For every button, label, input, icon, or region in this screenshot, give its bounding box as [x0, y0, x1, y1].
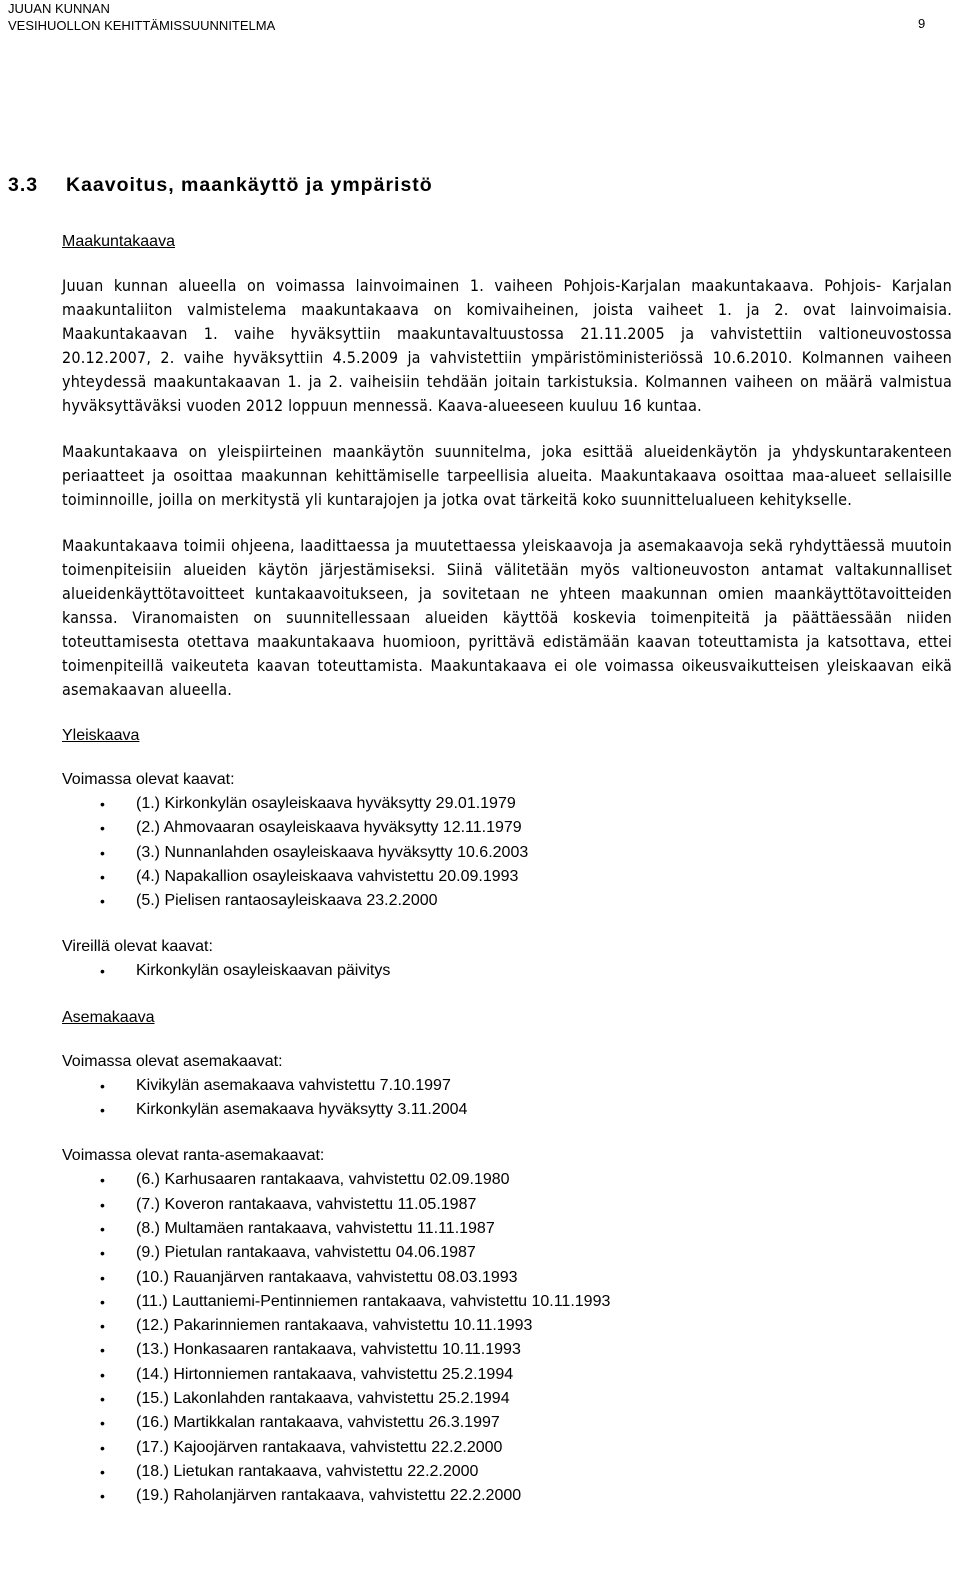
- section-number: 3.3: [8, 174, 39, 196]
- in-force-plans-label: Voimassa olevat kaavat:: [62, 771, 235, 788]
- bullet-icon: •: [100, 1220, 105, 1237]
- list-item-text: Kirkonkylän asemakaava hyväksytty 3.11.2004: [136, 1101, 468, 1119]
- bullet-icon: •: [100, 1318, 105, 1335]
- maakuntakaava-heading: Maakuntakaava: [62, 233, 175, 250]
- asemakaava-heading: Asemakaava: [62, 1008, 155, 1026]
- document-header: [8, 0, 275, 34]
- bullet-icon: •: [100, 1415, 105, 1432]
- list-item: [62, 1193, 952, 1217]
- list-item-text: (6.) Karhusaaren rantakaava, vahvistettu 02.09.1980: [136, 1171, 510, 1189]
- bullet-icon: •: [100, 1488, 105, 1505]
- header-municipality: JUUAN KUNNAN: [8, 1, 110, 16]
- list-item-text: (16.) Martikkalan rantakaava, vahvistettu 26.3.1997: [136, 1414, 500, 1432]
- bullet-icon: •: [100, 1172, 105, 1189]
- list-item-text: (10.) Rauanjärven rantakaava, vahvistettu 08.03.1993: [136, 1268, 518, 1286]
- list-item-text: (5.) Pielisen rantaosayleiskaava 23.2.2000: [136, 892, 438, 910]
- pending-plans-list: [62, 959, 952, 983]
- bullet-icon: •: [100, 868, 105, 885]
- list-item: [62, 1363, 952, 1387]
- list-item: [62, 1436, 952, 1460]
- list-item: [62, 865, 952, 889]
- bullet-icon: •: [100, 1269, 105, 1286]
- bullet-icon: •: [100, 1366, 105, 1383]
- shore-plans-label: Voimassa olevat ranta-asemakaavat:: [62, 1147, 325, 1165]
- list-item: [62, 1217, 952, 1241]
- list-item: [62, 959, 952, 983]
- list-item: [62, 1290, 952, 1314]
- list-item-text: (9.) Pietulan rantakaava, vahvistettu 04.06.1987: [136, 1244, 476, 1262]
- body-paragraph: Juuan kunnan alueella on voimassa lainvoimainen 1. vaiheen Pohjois-Karjalan maakuntakaava. Pohjois- Karjalan maakuntaliiton valmistelema maakuntakaava on komivaiheinen, joista vaiheet 1. ja 2. ovat lainvoimaisia. Maakuntakaavan 1. vaihe hyväksyttiin maakuntavaltuustossa 21.11.2005 ja vahvistettiin valtioneuvostossa 20.12.2007, 2. vaihe hyväksyttiin 4.5.2009 ja vahvistettiin ympäristöministeriössä 10.6.2010. Kolmannen vaiheen yhteydessä maakuntakaavan 1. ja 2. vaiheisiin tehdään joitain tarkistuksia. Kolmannen vaiheen on määrä valmistua hyväksyttäväksi vuoden 2012 loppuun mennessä. Kaava-alueeseen kuuluu 16 kuntaa.: [62, 276, 952, 415]
- bullet-icon: •: [100, 1293, 105, 1310]
- list-item: [62, 792, 952, 816]
- list-item-text: (19.) Raholanjärven rantakaava, vahvistettu 22.2.2000: [136, 1487, 522, 1505]
- list-item-text: (11.) Lauttaniemi-Pentinniemen rantakaava, vahvistettu 10.11.1993: [136, 1292, 611, 1310]
- pending-plans-label: Vireillä olevat kaavat:: [62, 938, 213, 956]
- body-paragraph: Maakuntakaava toimii ohjeena, laadittaessa ja muutettaessa yleiskaavoja ja asemakaavoja sekä ryhdyttäessä muutoin toimenpiteisiin alueiden käytön järjestämiseksi. Siinä välitetään myös valtioneuvoston antamat valtakunnalliset alueidenkäyttötavoitteet kuntakaavoitukseen, ja sovitetaan ne yhteen maakunnan omien maankäyttötavoitteiden kanssa. Viranomaisten on suunnitellessaan alueiden käyttöä koskevia toimenpiteitä ja päättäessään niiden toteuttamisesta otettava maakuntakaava huomioon, pyrittävä edistämään kaavan toteuttamista ja katsottava, ettei toimenpiteillä vaikeuteta kaavan toteuttamista. Maakuntakaava ei ole voimassa oikeusvaikutteisen yleiskaavan eikä asemakaavan alueella.: [62, 536, 952, 699]
- list-item: [62, 1098, 952, 1122]
- list-item: [62, 889, 952, 913]
- list-item-text: (2.) Ahmovaaran osayleiskaava hyväksytty 12.11.1979: [136, 819, 522, 837]
- detailed-plans-list: [62, 1074, 952, 1123]
- bullet-icon: •: [100, 1391, 105, 1408]
- list-item-text: (15.) Lakonlahden rantakaava, vahvistettu 25.2.1994: [136, 1390, 510, 1408]
- list-item-text: (13.) Honkasaaren rantakaava, vahvistettu 10.11.1993: [136, 1341, 521, 1359]
- header-document-title: VESIHUOLLON KEHITTÄMISSUUNNITELMA: [8, 18, 276, 33]
- bullet-icon: •: [100, 1196, 105, 1213]
- body-paragraph: Maakuntakaava on yleispiirteinen maankäytön suunnitelma, joka esittää alueidenkäytön ja yhdyskuntarakenteen periaatteet ja osoittaa maakunnan kehittämiselle tarpeellisia alueita. Maakuntakaava osoittaa maa-alueet sellaisille toiminnoille, joilla on merkitystä yli kuntarajojen ja jotka ovat tärkeitä koko suunnittelualueen kehitykselle.: [62, 442, 952, 509]
- bullet-icon: •: [100, 963, 105, 980]
- detailed-plans-label: Voimassa olevat asemakaavat:: [62, 1052, 283, 1070]
- list-item: [62, 1314, 952, 1338]
- list-item-text: (3.) Nunnanlahden osayleiskaava hyväksytty 10.6.2003: [136, 843, 529, 861]
- bullet-icon: •: [100, 844, 105, 861]
- list-item: [62, 1387, 952, 1411]
- list-item: [62, 1074, 952, 1098]
- bullet-icon: •: [100, 820, 105, 837]
- list-item-text: (18.) Lietukan rantakaava, vahvistettu 22.2.2000: [136, 1462, 479, 1480]
- list-item: [62, 816, 952, 840]
- list-item: [62, 1266, 952, 1290]
- list-item-text: Kirkonkylän osayleiskaavan päivitys: [136, 962, 391, 980]
- list-item: [62, 1460, 952, 1484]
- bullet-icon: •: [100, 1463, 105, 1480]
- list-item: [62, 1411, 952, 1435]
- list-item-text: Kivikylän asemakaava vahvistettu 7.10.1997: [136, 1076, 451, 1094]
- bullet-icon: •: [100, 1077, 105, 1094]
- list-item-text: (14.) Hirtonniemen rantakaava, vahvistettu 25.2.1994: [136, 1365, 514, 1383]
- bullet-icon: •: [100, 796, 105, 812]
- section-title: Kaavoitus, maankäyttö ja ympäristö: [66, 174, 433, 196]
- list-item: [62, 1168, 952, 1192]
- list-item-text: (4.) Napakallion osayleiskaava vahvistettu 20.09.1993: [136, 867, 519, 885]
- bullet-icon: •: [100, 893, 105, 910]
- list-item: [62, 1484, 952, 1508]
- bullet-icon: •: [100, 1439, 105, 1456]
- section-heading: [8, 174, 433, 197]
- yleiskaava-heading: Yleiskaava: [62, 727, 140, 744]
- bullet-icon: •: [100, 1245, 105, 1262]
- list-item-text: (8.) Multamäen rantakaava, vahvistettu 11.11.1987: [136, 1219, 495, 1237]
- list-item-text: (17.) Kajoojärven rantakaava, vahvistettu 22.2.2000: [136, 1438, 503, 1456]
- list-item: [62, 1241, 952, 1265]
- bullet-icon: •: [100, 1342, 105, 1359]
- document-body: [62, 230, 952, 1509]
- list-item-text: (7.) Koveron rantakaava, vahvistettu 11.05.1987: [136, 1195, 477, 1213]
- shore-plans-list: [62, 1168, 952, 1508]
- general-plans-list: [62, 792, 952, 913]
- list-item: [62, 1338, 952, 1362]
- page-number: 9: [918, 16, 926, 31]
- list-item-text: (1.) Kirkonkylän osayleiskaava hyväksytty 29.01.1979: [136, 795, 516, 812]
- bullet-icon: •: [100, 1102, 105, 1119]
- list-item-text: (12.) Pakarinniemen rantakaava, vahvistettu 10.11.1993: [136, 1317, 533, 1335]
- list-item: [62, 841, 952, 865]
